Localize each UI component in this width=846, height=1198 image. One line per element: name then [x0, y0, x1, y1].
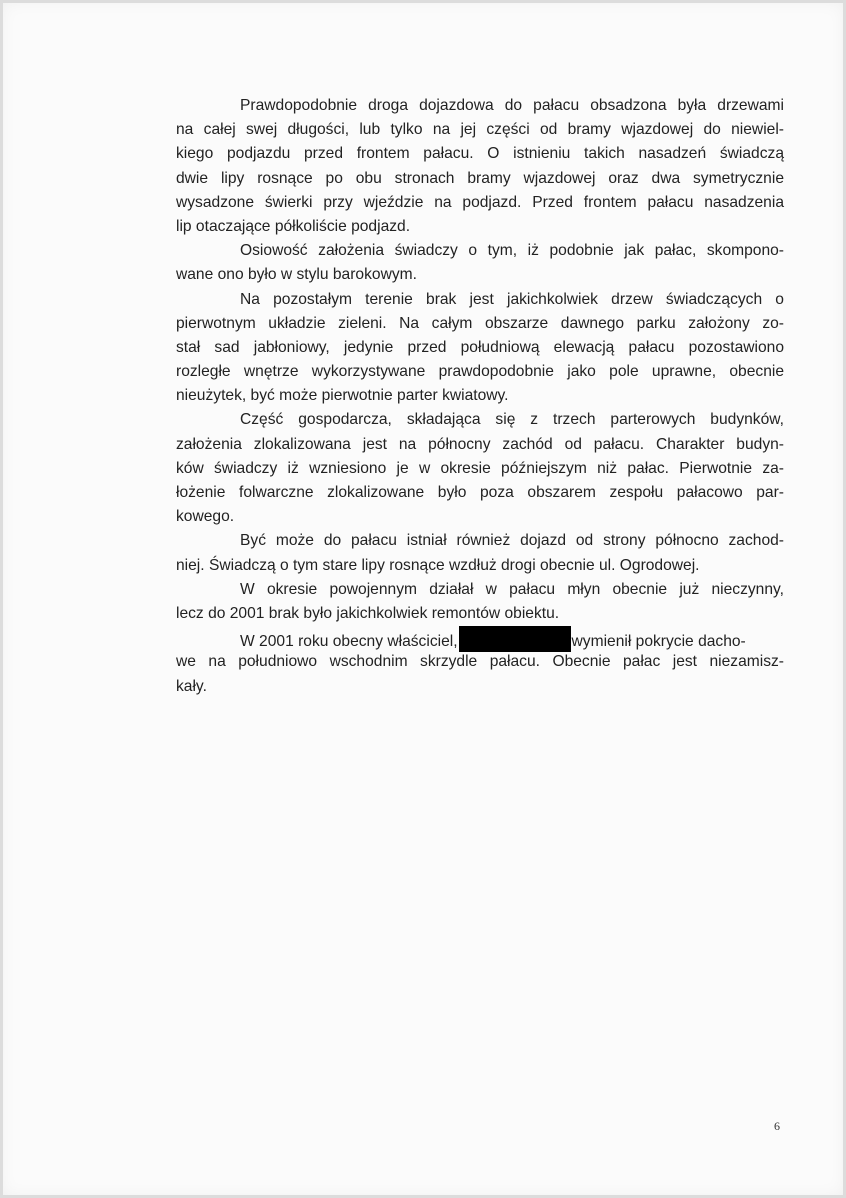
text-line: wysadzone świerki przy wjeździe na podjazd. Przed frontem pałacu nasadzenia — [176, 193, 784, 211]
text-line: Prawdopodobnie droga dojazdowa do pałacu obsadzona była drzewami — [240, 97, 784, 114]
text-line: nieużytek, być może pierwotnie parter kwiatowy. — [176, 387, 509, 405]
text-line: wane ono było w stylu barokowym. — [176, 266, 417, 284]
text-line: Osiowość założenia świadczy o tym, iż podobnie jak pałac, skompono- — [240, 242, 784, 260]
text-before-redaction: W 2001 roku obecny właściciel, — [240, 633, 458, 651]
text-line: W okresie powojennym działał w pałacu młyn obecnie już nieczynny, — [240, 580, 784, 598]
text-line: niej. Świadczą o tym stare lipy rosnące wzdłuż drogi obecnie ul. Ogrodowej. — [176, 556, 700, 574]
text-line: na całej swej długości, lub tylko na jej części od bramy wjazdowej do niewiel- — [176, 121, 784, 139]
text-line: pierwotnym układzie zieleni. Na całym obszarze dawnego parku założony zo- — [176, 314, 784, 332]
text-line: kowego. — [176, 508, 235, 526]
text-line: Część gospodarcza, składająca się z trzech parterowych budynków, — [240, 411, 784, 429]
text-line: założenia zlokalizowana jest na północny zachód od pałacu. Charakter budyn- — [176, 435, 784, 453]
text-line: stał sad jabłoniowy, jedynie przed południową elewacją pałacu pozostawiono — [176, 338, 784, 356]
text-line: kiego podjazdu przed frontem pałacu. O istnieniu takich nasadzeń świadczą — [176, 145, 784, 163]
body-text — [176, 94, 784, 699]
text-line: lecz do 2001 brak było jakichkolwiek remontów obiektu. — [176, 604, 560, 622]
text-line: kały. — [176, 677, 207, 695]
text-line: we na południowo wschodnim skrzydle pałacu. Obecnie pałac jest niezamisz- — [176, 653, 784, 671]
text-line: ków świadczy iż wzniesiono je w okresie późniejszym niż pałac. Pierwotnie za- — [176, 459, 784, 477]
text-line: rozległe wnętrze wykorzystywane prawdopodobnie jako pole uprawne, obecnie — [176, 363, 784, 381]
text-line: łożenie folwarczne zlokalizowane było poza obszarem zespołu pałacowo par- — [176, 484, 784, 501]
text-line: Być może do pałacu istniał również dojazd od strony północno zachod- — [240, 532, 784, 550]
page-number: 6 — [774, 1119, 780, 1133]
text-line: Na pozostałym terenie brak jest jakichkolwiek drzew świadczących o — [240, 290, 784, 308]
text-line: dwie lipy rosnące po obu stronach bramy wjazdowej oraz dwa symetrycznie — [176, 169, 784, 187]
redaction-block — [459, 626, 571, 652]
text-line: lip otaczające półkoliście podjazd. — [176, 217, 411, 235]
text-line-with-redaction — [176, 626, 784, 650]
text-after-redaction: wymienił pokrycie dacho- — [571, 633, 746, 651]
